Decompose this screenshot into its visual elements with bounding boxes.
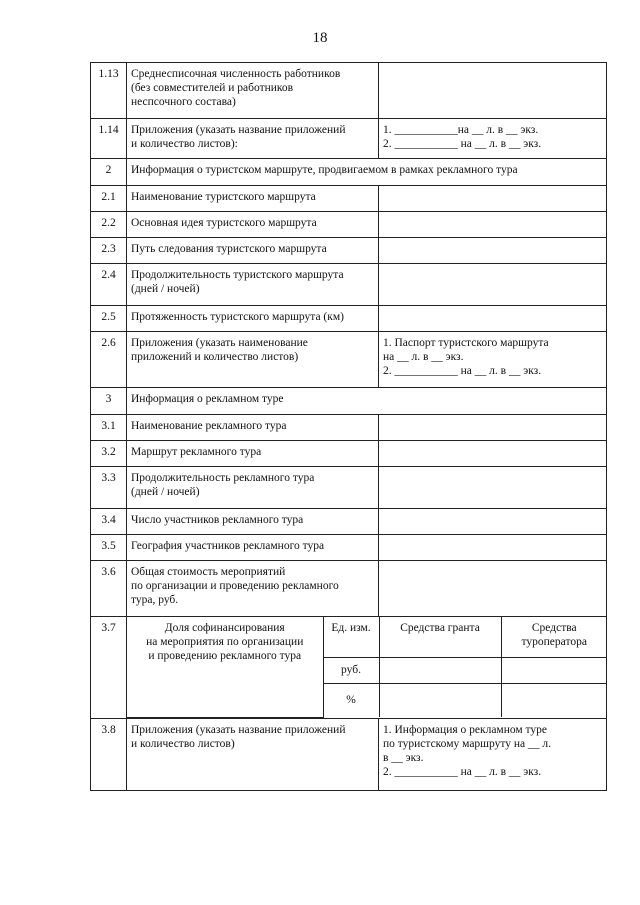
row-value[interactable] bbox=[379, 212, 607, 238]
row-value[interactable] bbox=[379, 186, 607, 212]
row-label: География участников рекламного тура bbox=[127, 535, 379, 561]
row-number: 3.8 bbox=[91, 718, 127, 790]
row-label: Протяженность туристского маршрута (км) bbox=[127, 306, 379, 332]
row-label: Продолжительность туристского маршрута (дней / ночей) bbox=[127, 264, 379, 306]
row-value[interactable] bbox=[379, 238, 607, 264]
row-label: Наименование туристского маршрута bbox=[127, 186, 379, 212]
operator-rub-cell[interactable] bbox=[501, 657, 607, 683]
row-value[interactable] bbox=[379, 306, 607, 332]
row-value[interactable] bbox=[379, 467, 607, 509]
section-title: Информация о туристском маршруте, продвигаемом в рамках рекламного тура bbox=[127, 159, 607, 186]
row-number: 2.1 bbox=[91, 186, 127, 212]
row-number: 3.6 bbox=[91, 561, 127, 617]
row-number: 3.3 bbox=[91, 467, 127, 509]
row-value[interactable]: 1. Информация о рекламном туре по туристскому маршруту на __ л. в __ экз. 2. ___________ на __ л. в __ экз. bbox=[379, 718, 607, 790]
cofinancing-row bbox=[91, 617, 607, 719]
row-number: 3.5 bbox=[91, 535, 127, 561]
section-title: Информация о рекламном туре bbox=[127, 388, 607, 415]
table-row bbox=[91, 186, 607, 212]
row-number: 2.3 bbox=[91, 238, 127, 264]
operator-header: Средства туроператора bbox=[501, 617, 607, 657]
table-row bbox=[91, 415, 607, 441]
row-value[interactable] bbox=[379, 509, 607, 535]
grant-percent-cell[interactable] bbox=[379, 683, 501, 717]
section-number: 3 bbox=[91, 388, 127, 415]
row-number: 2.6 bbox=[91, 332, 127, 388]
table-row bbox=[91, 509, 607, 535]
row-number: 2.5 bbox=[91, 306, 127, 332]
row-label: Путь следования туристского маршрута bbox=[127, 238, 379, 264]
table-row bbox=[91, 63, 607, 119]
row-label: Наименование рекламного тура bbox=[127, 415, 379, 441]
unit-rub: руб. bbox=[323, 657, 379, 683]
row-label: Продолжительность рекламного тура (дней / ночей) bbox=[127, 467, 379, 509]
row-label: Общая стоимость мероприятий по организации и проведению рекламного тура, руб. bbox=[127, 561, 379, 617]
row-value[interactable] bbox=[379, 535, 607, 561]
table-row bbox=[91, 441, 607, 467]
section-row bbox=[91, 159, 607, 186]
row-number: 3.7 bbox=[91, 617, 127, 719]
row-value[interactable] bbox=[379, 264, 607, 306]
operator-percent-cell[interactable] bbox=[501, 683, 607, 717]
row-label: Приложения (указать название приложений и количество листов): bbox=[127, 119, 379, 159]
row-label: Приложения (указать наименование приложений и количество листов) bbox=[127, 332, 379, 388]
row-label: Приложения (указать название приложений и количество листов) bbox=[127, 718, 379, 790]
table-row bbox=[91, 212, 607, 238]
cofinancing-block bbox=[127, 617, 607, 719]
row-number: 1.13 bbox=[91, 63, 127, 119]
row-label: Среднесписочная численность работников (без совместителей и работников неспсочного состава) bbox=[127, 63, 379, 119]
row-number: 2.4 bbox=[91, 264, 127, 306]
table-row bbox=[91, 332, 607, 388]
row-value[interactable] bbox=[379, 415, 607, 441]
grant-header: Средства гранта bbox=[379, 617, 501, 657]
cofinancing-table bbox=[127, 617, 607, 718]
grant-rub-cell[interactable] bbox=[379, 657, 501, 683]
row-number: 2.2 bbox=[91, 212, 127, 238]
row-number: 3.2 bbox=[91, 441, 127, 467]
row-number: 3.1 bbox=[91, 415, 127, 441]
row-value[interactable] bbox=[379, 441, 607, 467]
row-value[interactable] bbox=[379, 63, 607, 119]
row-number: 3.4 bbox=[91, 509, 127, 535]
section-row bbox=[91, 388, 607, 415]
row-number: 1.14 bbox=[91, 119, 127, 159]
table-row bbox=[91, 264, 607, 306]
row-value[interactable]: 1. ___________на __ л. в __ экз. 2. ___________ на __ л. в __ экз. bbox=[379, 119, 607, 159]
table-row bbox=[91, 718, 607, 790]
table-row bbox=[91, 535, 607, 561]
unit-percent: % bbox=[323, 683, 379, 717]
table-row bbox=[91, 467, 607, 509]
page-number: 18 bbox=[312, 30, 328, 46]
row-label: Основная идея туристского маршрута bbox=[127, 212, 379, 238]
cofinancing-label: Доля софинансирования на мероприятия по организации и проведению рекламного тура bbox=[127, 617, 323, 717]
section-number: 2 bbox=[91, 159, 127, 186]
table-row bbox=[91, 238, 607, 264]
row-value[interactable] bbox=[379, 561, 607, 617]
table-row bbox=[91, 561, 607, 617]
row-label: Число участников рекламного тура bbox=[127, 509, 379, 535]
row-label: Маршрут рекламного тура bbox=[127, 441, 379, 467]
unit-header: Ед. изм. bbox=[323, 617, 379, 657]
application-form-table bbox=[90, 62, 607, 791]
table-row bbox=[91, 119, 607, 159]
row-value[interactable]: 1. Паспорт туристского маршрута на __ л. в __ экз. 2. ___________ на __ л. в __ экз. bbox=[379, 332, 607, 388]
table-row bbox=[91, 306, 607, 332]
